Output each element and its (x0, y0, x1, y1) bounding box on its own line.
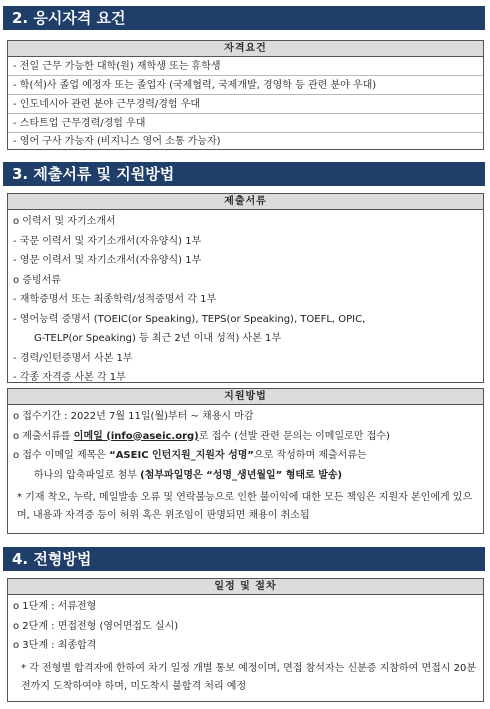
selection-step: o 1단계 : 서류전형 (13, 601, 97, 612)
documents-item: - 영문 이력서 및 자기소개서(자유양식) 1부 (13, 255, 202, 266)
section-title-eligibility: 2. 응시자격 요건 (3, 6, 485, 30)
documents-item: G-TELP(or Speaking) 등 최근 2년 이내 성적) 사본 1부 (34, 333, 282, 344)
documents-item: - 영어능력 증명서 (TOEIC(or Speaking), TEPS(or Speaking), TOEFL, OPIC, (13, 313, 366, 325)
section-title-selection: 4. 전형방법 (3, 547, 485, 571)
method-subject-b: “ASEIC 인턴지원_지원자 성명” (109, 450, 255, 461)
method-attach-a: 하나의 압축파일로 첨부 (34, 469, 141, 481)
selection-step: o 3단계 : 최종합격 (13, 640, 97, 651)
documents-item: - 재학증명서 또는 최종학력/성적증명서 각 1부 (13, 294, 217, 305)
eligibility-row: - 영어 구사 가능자 (비지니스 영어 소통 가능자) (13, 136, 221, 147)
documents-item: - 국문 이력서 및 자기소개서(자유양식) 1부 (13, 235, 202, 247)
method-note: * 기재 착오, 누락, 메일발송 오류 및 연락불능으로 인한 불이익에 대한 모든 책임은 지원자 본인에게 있으며, 내용과 자격증 등이 허위 혹은 위조임이 판명되면 채용이 취소됨 (17, 492, 473, 521)
email-link[interactable]: 이메일 (info@aseic.org) (73, 430, 199, 442)
method-subject-c: 으로 작성하며 제출서류는 (254, 450, 367, 461)
selection-step: o 2단계 : 면접전형 (영어면접도 실시) (13, 620, 179, 632)
selection-box (7, 578, 484, 702)
method-box-title: 지원방법 (8, 389, 483, 405)
documents-item: - 각종 자격증 사본 각 1부 (13, 372, 126, 383)
method-attach-line (13, 466, 478, 486)
documents-item: o 이력서 및 자기소개서 (13, 216, 116, 227)
eligibility-box (7, 40, 484, 150)
eligibility-row: - 인도네시아 관련 분야 근무경력/경험 우대 (8, 95, 483, 114)
method-period: o 접수기간 : 2022년 7월 11일(월)부터 ~ 채용시 마감 (13, 411, 254, 422)
method-email-pre: o 제출서류를 (13, 430, 74, 442)
eligibility-row: - 학(석)사 졸업 예정자 또는 졸업자 (국제협력, 국제개발, 경영학 등 관련 분야 우대) (8, 76, 483, 95)
section-title-documents: 3. 제출서류 및 지원방법 (3, 162, 485, 186)
documents-box (7, 193, 484, 383)
selection-note: * 각 전형별 합격자에 한하여 차기 일정 개별 통보 예정이며, 면접 참석자는 신분증 지참하여 면접시 20분 전까지 도착하여야 하며, 미도착시 불합격 처리 예정 (21, 662, 476, 692)
selection-box-title: 일정 및 절차 (8, 579, 483, 595)
method-subject-a: o 접수 이메일 제목은 (13, 450, 110, 461)
documents-box-title: 제출서류 (8, 194, 483, 210)
documents-item: - 경력/인턴증명서 사본 1부 (13, 352, 133, 364)
method-email-post: 로 접수 (선발 관련 문의는 이메일로만 접수) (198, 430, 390, 442)
method-box (7, 388, 484, 534)
method-attach-b: (첨부파일명은 “성명_생년월일” 형태로 발송) (140, 469, 343, 481)
method-email-line (13, 427, 478, 447)
method-subject-line (13, 446, 478, 466)
documents-item: o 증빙서류 (13, 274, 61, 286)
eligibility-row: - 스타트업 근무경력/경험 우대 (8, 114, 483, 133)
eligibility-box-title: 자격요건 (8, 41, 483, 57)
eligibility-row: - 전일 근무 가능한 대학(원) 재학생 또는 휴학생 (8, 57, 483, 76)
